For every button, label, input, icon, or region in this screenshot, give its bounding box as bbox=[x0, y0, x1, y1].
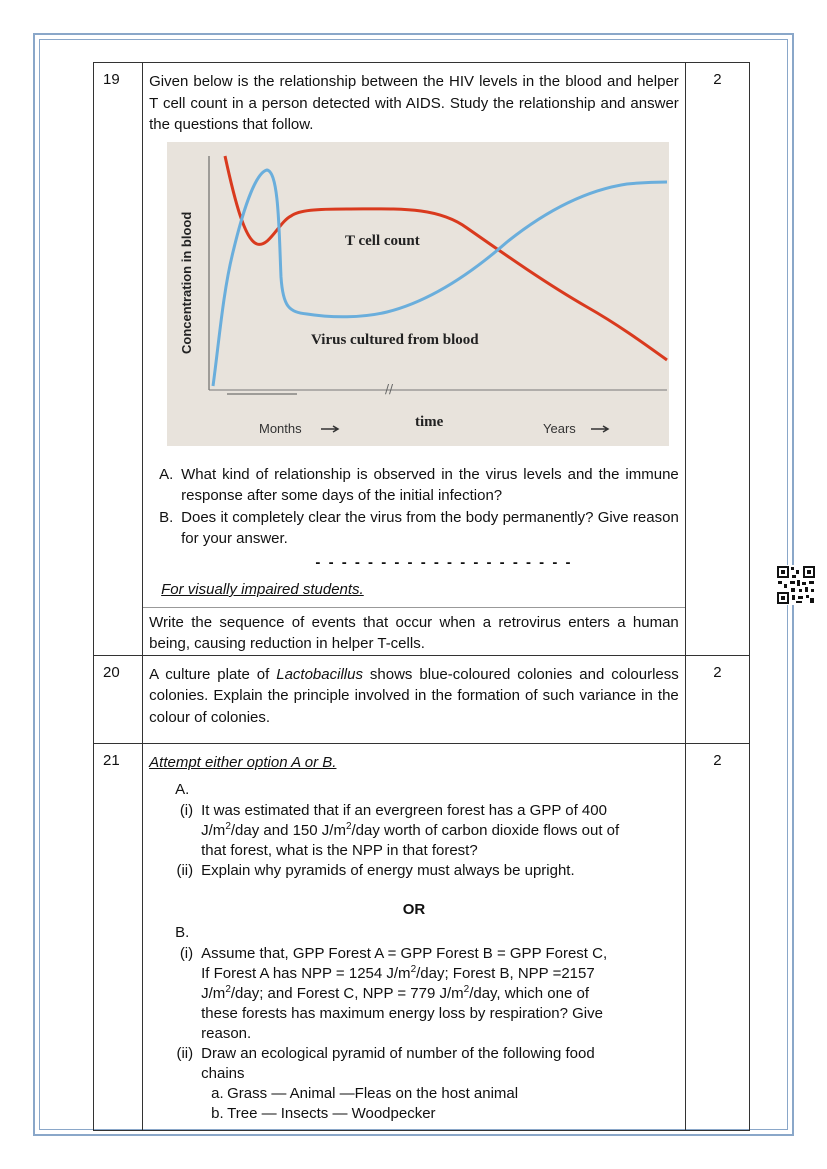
option-a-i-num: (i) bbox=[179, 801, 194, 819]
option-b-i-line3a: J/m bbox=[201, 984, 226, 1002]
superscript: 2 bbox=[463, 983, 470, 995]
superscript: 2 bbox=[225, 983, 231, 995]
hiv-tcell-graph bbox=[167, 142, 669, 446]
option-a-i bbox=[149, 801, 679, 861]
food-chain-b bbox=[149, 1104, 679, 1124]
option-b-ii-line1: Draw an ecological pyramid of number of the following food bbox=[201, 1044, 595, 1062]
question-21-attempt: Attempt either option A or B. bbox=[149, 753, 337, 771]
option-b-label: B. bbox=[175, 924, 190, 941]
visually-impaired-text: Write the sequence of events that occur when a retrovirus enters a human being, causing reduction in helper T-cells. bbox=[149, 613, 679, 652]
graph-label-virus: Virus cultured from blood bbox=[311, 331, 479, 348]
question-19-intro: Given below is the relationship between the HIV levels in the blood and helper T cell count in a person detected with AIDS. Study the relationship and answer the questions that follow. bbox=[149, 73, 679, 133]
option-b-i-line2a: If Forest A has NPP = 1254 J/m bbox=[201, 964, 411, 982]
question-21-body bbox=[143, 743, 686, 1130]
option-b-i-line1: Assume that, GPP Forest A = GPP Forest B = GPP Forest C, bbox=[201, 944, 608, 962]
graph-ylabel: Concentration in blood bbox=[179, 211, 195, 354]
option-a-label: A. bbox=[175, 781, 190, 798]
subpart-b-label: B. bbox=[159, 508, 174, 526]
qr-code-icon bbox=[776, 565, 816, 605]
question-19-number: 19 bbox=[94, 63, 143, 656]
food-chain-b-label: b. bbox=[211, 1104, 224, 1122]
option-a-i-line3: that forest, what is the NPP in that forest? bbox=[201, 841, 478, 859]
tcell-curve bbox=[225, 156, 667, 360]
separator-dashes: - - - - - - - - - - - - - - - - - - - - bbox=[315, 553, 573, 571]
option-b-i-line3c: /day, which one of bbox=[469, 984, 589, 1002]
option-b-i-num: (i) bbox=[179, 944, 194, 962]
question-20-row bbox=[94, 655, 750, 743]
graph-label-years: Years bbox=[543, 420, 576, 436]
option-a-i-line2c: /day worth of carbon dioxide flows out of bbox=[351, 821, 620, 839]
question-19-row bbox=[94, 63, 750, 656]
question-20-number: 20 bbox=[94, 655, 143, 743]
question-19-marks: 2 bbox=[685, 63, 749, 656]
option-a-ii-text: Explain why pyramids of energy must always be upright. bbox=[201, 861, 575, 879]
option-b-i-line3b: /day; and Forest C, NPP = 779 J/m bbox=[230, 984, 464, 1002]
months-arrow-icon bbox=[321, 426, 338, 432]
question-20-body bbox=[143, 655, 686, 743]
question-21-number: 21 bbox=[94, 743, 143, 1130]
option-b-ii-line2: chains bbox=[201, 1064, 245, 1082]
superscript: 2 bbox=[225, 820, 231, 832]
virus-curve bbox=[213, 170, 667, 386]
option-b-ii-num: (ii) bbox=[176, 1044, 194, 1062]
question-19-body bbox=[143, 63, 686, 656]
question-20-text-after: shows blue-coloured colonies and colourless colonies. Explain the principle involved in the formation of such variance in the colour of colonies. bbox=[149, 665, 679, 726]
question-20-organism: Lactobacillus bbox=[276, 665, 363, 683]
option-b-ii bbox=[149, 1044, 679, 1084]
subpart-b bbox=[159, 507, 679, 550]
food-chain-a-label: a. bbox=[211, 1084, 224, 1102]
food-chain-a bbox=[149, 1084, 679, 1104]
subpart-a bbox=[159, 464, 679, 507]
option-a-i-line2b: /day and 150 J/m bbox=[230, 821, 346, 839]
question-20-text-before: A culture plate of bbox=[149, 665, 277, 683]
question-21-marks: 2 bbox=[685, 743, 749, 1130]
superscript: 2 bbox=[410, 963, 417, 975]
graph-xlabel: time bbox=[415, 413, 444, 430]
option-b-i bbox=[149, 944, 679, 1044]
option-b-i-line5: reason. bbox=[201, 1024, 252, 1042]
question-19-subparts bbox=[159, 464, 679, 550]
question-20-marks: 2 bbox=[685, 655, 749, 743]
subpart-b-text: Does it completely clear the virus from the body permanently? Give reason for your answer. bbox=[181, 508, 679, 547]
years-arrow-icon bbox=[591, 426, 608, 432]
option-a-i-line2a: J/m bbox=[201, 821, 226, 839]
option-a-i-line1: It was estimated that if an evergreen forest has a GPP of 400 bbox=[201, 801, 607, 819]
graph-svg bbox=[167, 142, 669, 446]
graph-label-months: Months bbox=[259, 420, 302, 436]
subpart-a-label: A. bbox=[159, 465, 174, 483]
option-a-ii-num: (ii) bbox=[176, 861, 194, 879]
or-divider: OR bbox=[402, 900, 426, 918]
questions-table bbox=[93, 62, 750, 1131]
option-b-i-line4: these forests has maximum energy loss by respiration? Give bbox=[201, 1004, 603, 1022]
axis-break-mark: // bbox=[385, 381, 394, 396]
food-chain-b-text: Tree — Insects — Woodpecker bbox=[227, 1104, 436, 1122]
question-21-row bbox=[94, 743, 750, 1130]
visually-impaired-heading: For visually impaired students. bbox=[161, 581, 364, 598]
graph-label-tcell: T cell count bbox=[345, 232, 420, 249]
option-b-i-line2b: /day; Forest B, NPP =2157 bbox=[416, 964, 595, 982]
superscript: 2 bbox=[345, 820, 352, 832]
option-a-ii bbox=[149, 861, 679, 881]
subpart-a-text: What kind of relationship is observed in the virus levels and the immune response after some days of the initial infection? bbox=[181, 465, 679, 504]
food-chain-a-text: Grass — Animal —Fleas on the host animal bbox=[227, 1084, 519, 1102]
